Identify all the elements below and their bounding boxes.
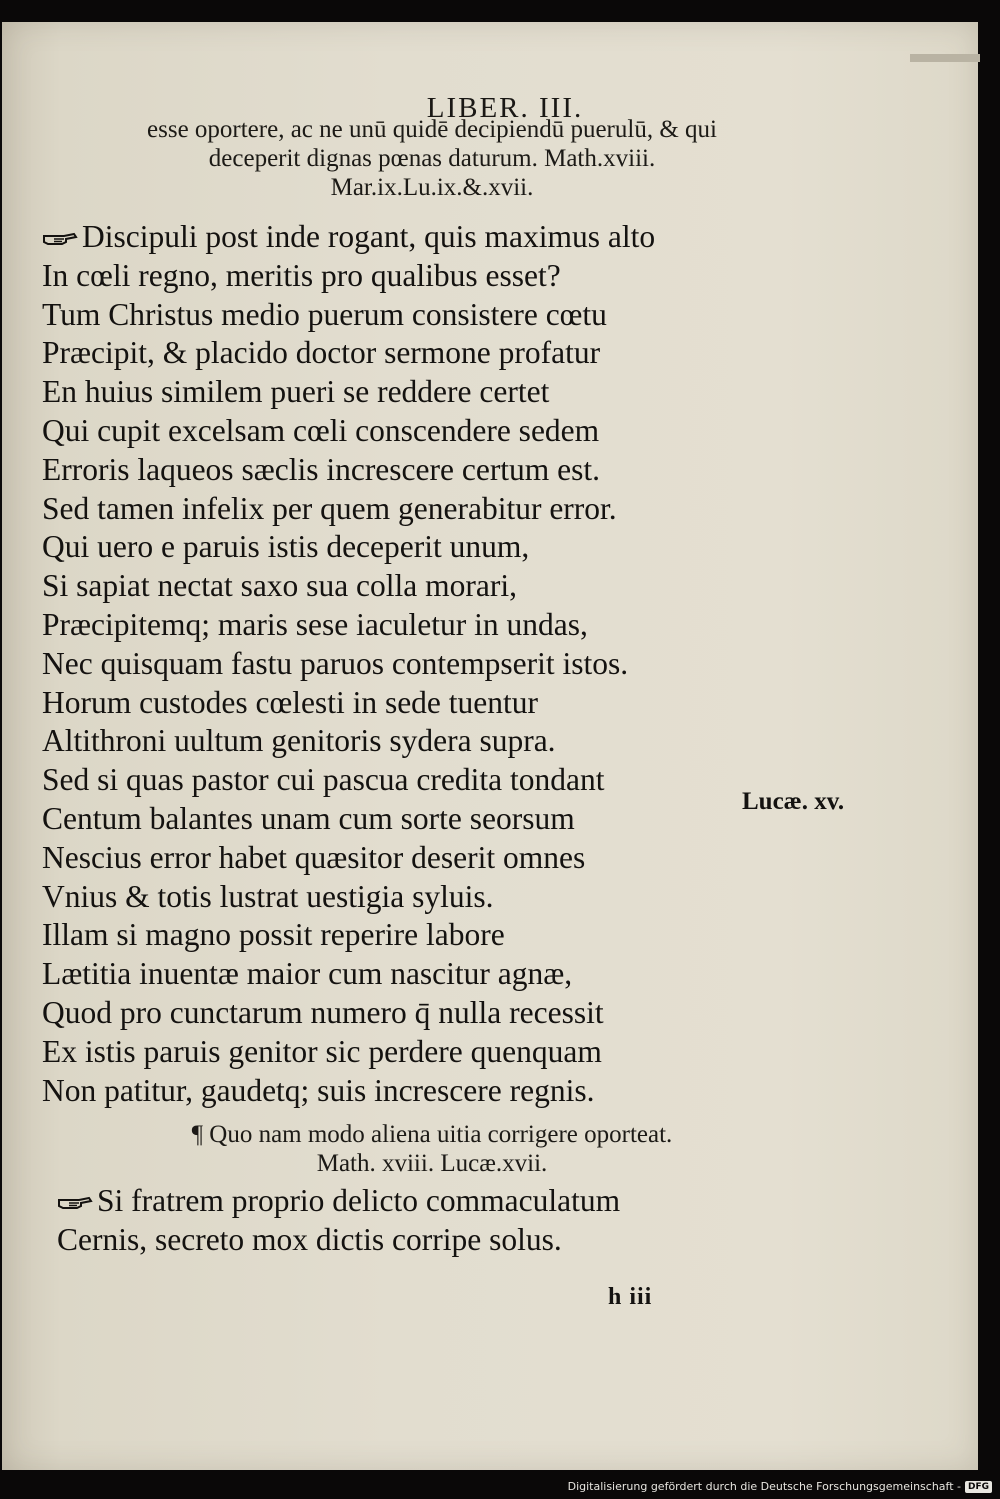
verse-line: Præcipitemq; maris sese iaculetur in undas,	[42, 606, 588, 642]
credit-text: Digitalisierung gefördert durch die Deutsche Forschungsgemeinschaft -	[567, 1480, 961, 1493]
summary-line: esse oportere, ac ne unū quidē decipiendū puerulū, & qui	[147, 116, 717, 143]
verse-text: Si fratrem proprio delicto commaculatum	[97, 1183, 621, 1218]
signature-mark: h iii	[608, 1284, 653, 1310]
verse-line: Altithroni uultum genitoris sydera supra.	[42, 723, 556, 759]
verse-line: Erroris laqueos sæclis increscere certum est.	[42, 451, 601, 487]
verse-line: Si sapiat nectat saxo sua colla morari,	[42, 568, 517, 604]
page-edge-tab	[910, 54, 980, 62]
verse-line: Quod pro cunctarum numero q̄ nulla recessit	[42, 994, 604, 1030]
verse-line: Cernis, secreto mox dictis corripe solus.	[57, 1221, 562, 1257]
verse-line	[57, 1182, 757, 1221]
dfg-logo: DFG	[965, 1481, 992, 1493]
verse-line: Nescius error habet quæsitor deserit omnes	[42, 839, 586, 875]
verse-line: Non patitur, gaudetq; suis increscere regnis.	[42, 1072, 595, 1108]
verse-line: Sed tamen infelix per quem generabitur error.	[42, 490, 617, 526]
section-summary	[62, 1120, 802, 1178]
verse-text: Discipuli post inde rogant, quis maximus alto	[82, 219, 656, 254]
summary-line: Math. xviii. Lucæ.xvii.	[316, 1150, 548, 1177]
digitization-credit	[568, 1480, 992, 1493]
verse-line: In cœli regno, meritis pro qualibus esset?	[42, 257, 561, 293]
verse-line: Lætitia inuentæ maior cum nascitur agnæ,	[42, 956, 573, 992]
summary-line: ¶ Quo nam modo aliena uitia corrigere oporteat.	[191, 1121, 673, 1148]
verse-line: Sed si quas pastor cui pascua credita tondant	[42, 762, 605, 798]
chapter-summary	[62, 115, 802, 202]
running-head-text: LIBER. III.	[426, 92, 584, 124]
pointing-hand-icon	[42, 231, 78, 249]
verse-block	[57, 1182, 757, 1260]
verse-line: Tum Christus medio puerum consistere cœtu	[42, 296, 607, 332]
verse-line: Centum balantes unam cum sorte seorsum	[42, 800, 575, 836]
verse-line: Illam si magno possit reperire labore	[42, 917, 505, 953]
verse-line: En huius similem pueri se reddere certet	[42, 374, 550, 410]
summary-line: Mar.ix.Lu.ix.&.xvii.	[330, 174, 534, 201]
verse-line: Nec quisquam fastu paruos contempserit istos.	[42, 645, 629, 681]
verse-line	[42, 218, 742, 257]
verse-line: Præcipit, & placido doctor sermone profatur	[42, 335, 601, 371]
book-page	[2, 22, 978, 1470]
margin-note: Lucæ. xv.	[742, 788, 845, 815]
verse-line: Horum custodes cœlesti in sede tuentur	[42, 684, 539, 720]
verse-block	[42, 218, 742, 1110]
summary-line: deceperit dignas pœnas daturum. Math.xviii.	[208, 145, 656, 172]
pointing-hand-icon	[57, 1195, 93, 1213]
verse-line: Qui cupit excelsam cœli conscendere sedem	[42, 412, 600, 448]
verse-line: Vnius & totis lustrat uestigia syluis.	[42, 878, 494, 914]
verse-line: Ex istis paruis genitor sic perdere quenquam	[42, 1033, 602, 1069]
verse-line: Qui uero e paruis istis deceperit unum,	[42, 529, 530, 565]
